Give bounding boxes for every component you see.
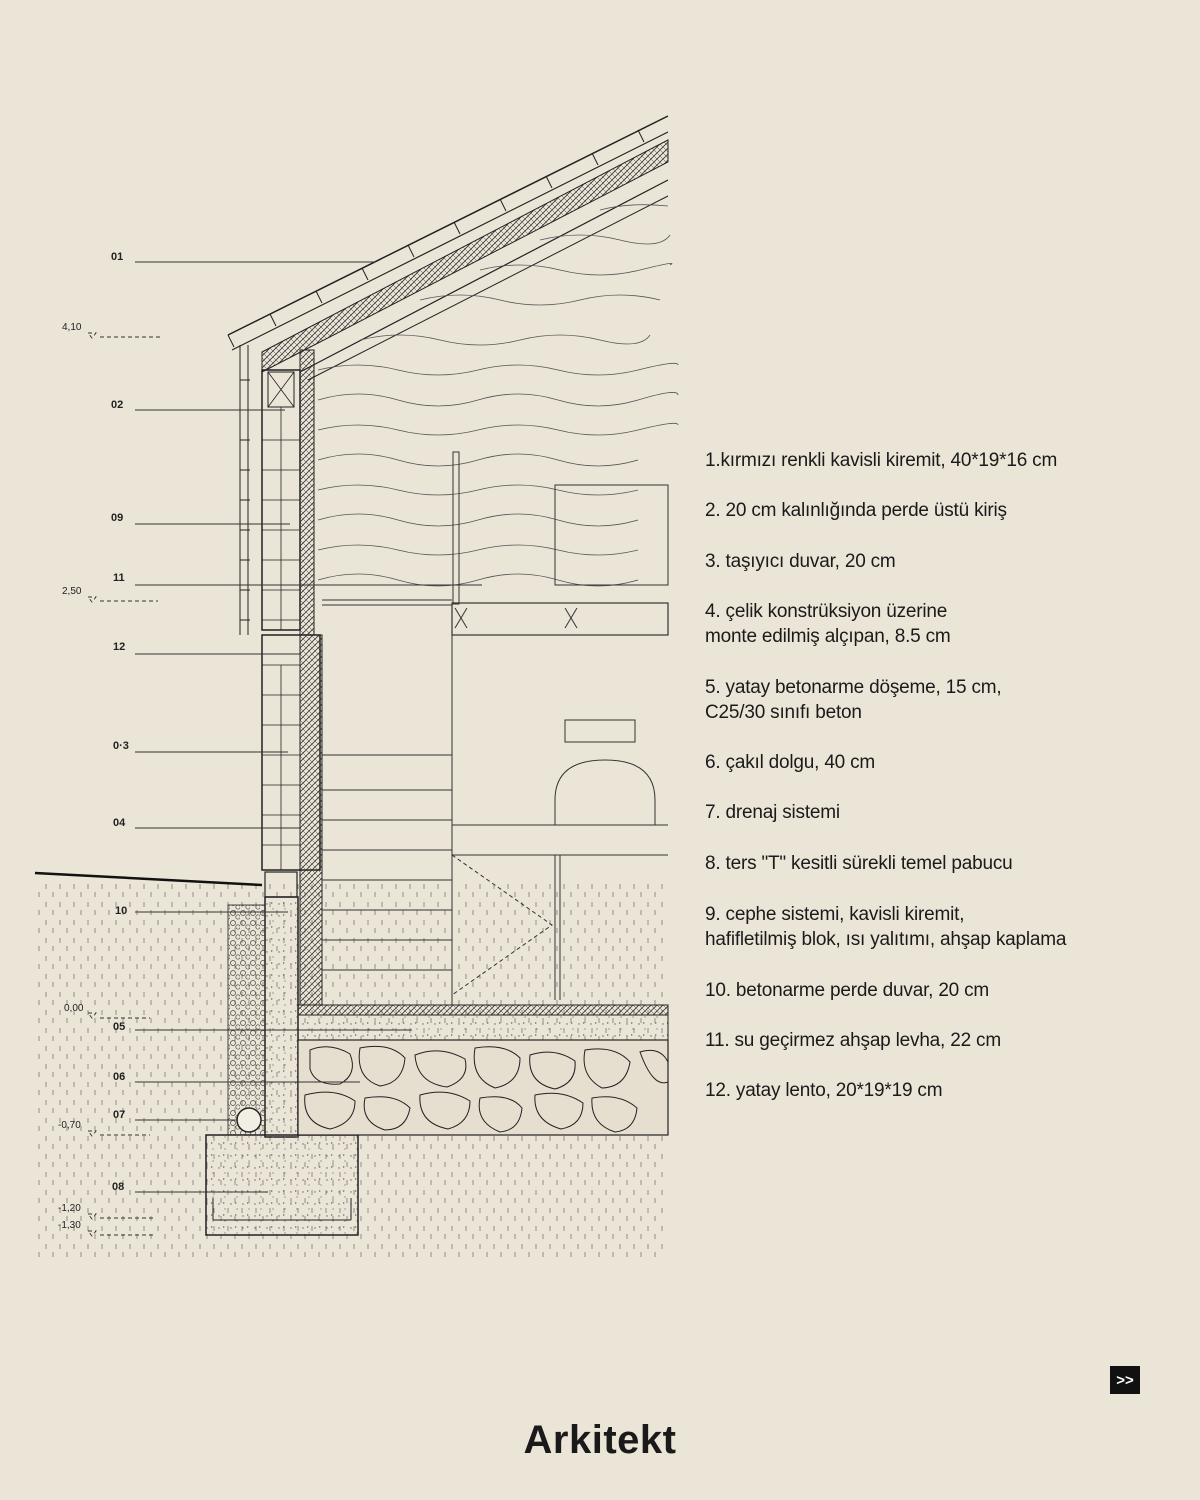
callout-05: 05 <box>113 1021 126 1033</box>
brand-logo: Arkitekt <box>523 1418 677 1462</box>
legend-item-7: 7. drenaj sistemi <box>705 802 840 823</box>
level-4-10: 4,10 <box>62 322 82 333</box>
level-minus-1-20: -1,20 <box>58 1203 81 1214</box>
facade-tiles <box>240 345 250 635</box>
callout-03: 0·3 <box>113 740 129 752</box>
level-0-00: 0,00 <box>64 1003 84 1014</box>
callout-10: 10 <box>115 905 128 917</box>
legend-item-9: 9. cephe sistemi, kavisli kiremit, hafifletilmiş blok, ısı yalıtımı, ahşap kaplama <box>705 904 1067 950</box>
legend-item-1: 1.kırmızı renkli kavisli kiremit, 40*19*16 cm <box>705 450 1058 471</box>
callout-09: 09 <box>111 512 124 524</box>
legend-item-8: 8. ters "T" kesitli sürekli temel pabucu <box>705 853 1013 874</box>
legend-item-4: 4. çelik konstrüksiyon üzerine monte edilmiş alçıpan, 8.5 cm <box>705 601 951 647</box>
callout-12: 12 <box>113 641 126 653</box>
level-minus-1-30: -1,30 <box>58 1220 81 1231</box>
legend-item-12: 12. yatay lento, 20*19*19 cm <box>705 1080 943 1101</box>
callout-08: 08 <box>112 1181 125 1193</box>
callout-01: 01 <box>111 251 124 263</box>
legend-item-6: 6. çakıl dolgu, 40 cm <box>705 752 876 773</box>
floor-slab <box>298 1005 668 1135</box>
legend-item-11: 11. su geçirmez ahşap levha, 22 cm <box>705 1030 1001 1051</box>
callout-07: 07 <box>113 1109 126 1121</box>
callout-02: 02 <box>111 399 124 411</box>
level-2-50: 2,50 <box>62 586 82 597</box>
next-button[interactable]: >> <box>1110 1366 1140 1394</box>
level-minus-0-70: -0,70 <box>58 1120 81 1131</box>
legend-item-3: 3. taşıyıcı duvar, 20 cm <box>705 551 896 572</box>
legend-item-5: 5. yatay betonarme döşeme, 15 cm, C25/30 sınıfı beton <box>705 677 1002 723</box>
legend <box>705 448 1175 1103</box>
callout-11: 11 <box>113 572 125 584</box>
callout-06: 06 <box>113 1071 126 1083</box>
legend-item-10: 10. betonarme perde duvar, 20 cm <box>705 980 990 1001</box>
callout-04: 04 <box>113 817 126 829</box>
legend-item-2: 2. 20 cm kalınlığında perde üstü kiriş <box>705 500 1007 521</box>
